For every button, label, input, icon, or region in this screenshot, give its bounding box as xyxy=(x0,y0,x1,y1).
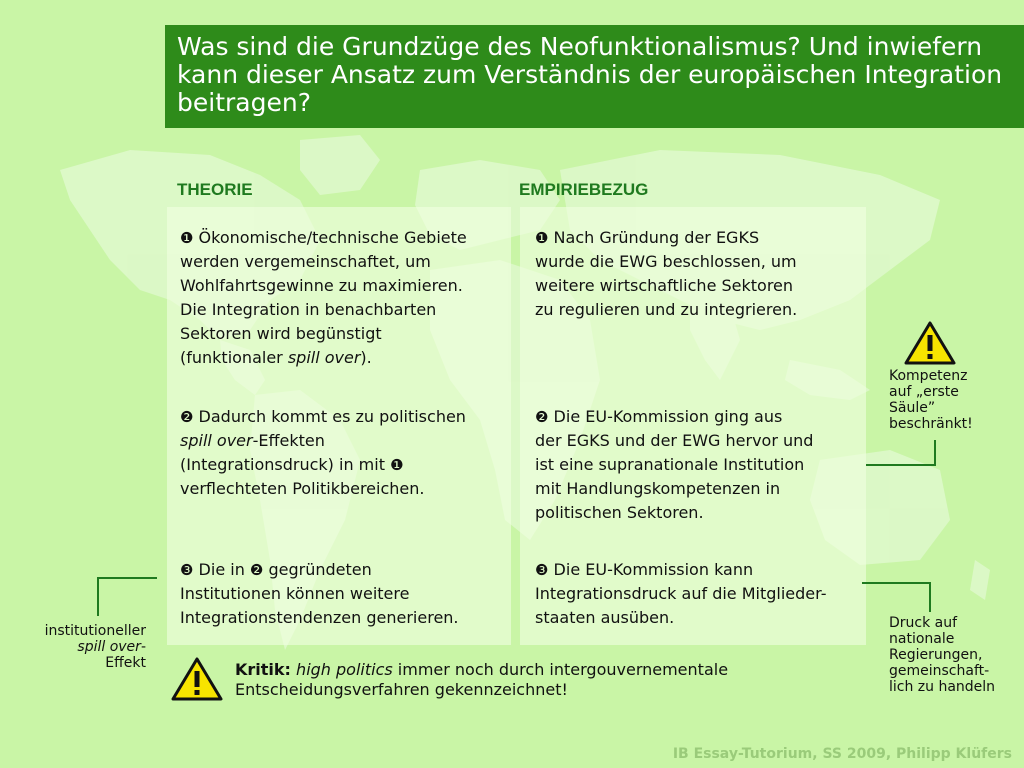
text-line: Dadurch kommt es zu politischen xyxy=(198,407,466,426)
text-line: Kompetenz xyxy=(889,368,968,384)
text-line: Druck auf xyxy=(889,615,958,631)
text-line: Die in xyxy=(198,560,250,579)
text-line: ist eine supranationale Institution xyxy=(535,455,805,474)
text-line: gemeinschaft- xyxy=(889,663,990,679)
number-marker: ❸ xyxy=(180,561,194,579)
text-line: Ökonomische/technische Gebiete xyxy=(198,228,467,247)
emphasis-text: high politics xyxy=(296,660,393,679)
text-line: Säule” xyxy=(889,400,936,416)
text-line: immer noch durch intergouvernementale xyxy=(392,660,729,679)
text-line: lich zu handeln xyxy=(889,679,996,695)
text-line: auf „erste xyxy=(889,384,959,400)
text-line: wurde die EWG beschlossen, um xyxy=(535,252,797,271)
text-line: institutioneller xyxy=(44,623,146,639)
text-line: zu regulieren und zu integrieren. xyxy=(535,300,798,319)
emphasis-text: spill over xyxy=(180,431,253,450)
text-line: nationale xyxy=(889,631,955,647)
text-line: weitere wirtschaftliche Sektoren xyxy=(535,276,794,295)
text-line: Entscheidungsverfahren gekennzeichnet! xyxy=(235,680,568,699)
text-line: (funktionaler xyxy=(180,348,288,367)
number-marker: ❶ xyxy=(535,229,549,247)
text-line: Wohlfahrtsgewinne zu maximieren. xyxy=(180,276,463,295)
warning-triangle-icon xyxy=(903,320,957,366)
number-marker: ❷ xyxy=(249,561,264,579)
warning-triangle-icon xyxy=(170,656,224,702)
number-marker: ❷ xyxy=(535,408,549,426)
text-line: staaten ausüben. xyxy=(535,608,675,627)
emphasis-text: spill over xyxy=(287,348,361,367)
emphasis-text: spill over xyxy=(77,639,141,655)
text-line: beschränkt! xyxy=(889,416,973,432)
theorie-heading: THEORIE xyxy=(177,180,253,199)
side-note-kompetenz xyxy=(889,368,973,432)
text-line: der EGKS und der EWG hervor und xyxy=(535,431,814,450)
text-line: Integrationsdruck auf die Mitglieder- xyxy=(535,584,827,603)
text-line: Die Integration in benachbarten xyxy=(180,300,437,319)
text-line: -Effekten xyxy=(252,431,325,450)
text-line: Die EU-Kommission kann xyxy=(553,560,754,579)
text-line: Die EU-Kommission ging aus xyxy=(553,407,783,426)
text-line: Sektoren wird begünstigt xyxy=(180,324,382,343)
number-marker: ❷ xyxy=(180,408,194,426)
footer-credit: IB Essay-Tutorium, SS 2009, Philipp Klüfers xyxy=(672,746,1012,762)
kritik-note xyxy=(235,660,728,700)
empiriebezug-heading: EMPIRIEBEZUG xyxy=(519,180,649,199)
kritik-label: Kritik: xyxy=(235,660,291,679)
side-note-institutioneller xyxy=(45,623,146,671)
side-note-druck xyxy=(889,615,995,695)
text-line: verflechteten Politikbereichen. xyxy=(180,479,425,498)
number-marker: ❸ xyxy=(535,561,549,579)
number-marker: ❶ xyxy=(390,456,404,474)
text-line: - xyxy=(140,639,146,655)
text-line: politischen Sektoren. xyxy=(535,503,704,522)
text-line: Nach Gründung der EGKS xyxy=(553,228,760,247)
text-line: Effekt xyxy=(105,655,146,671)
text-line: mit Handlungskompetenzen in xyxy=(535,479,781,498)
text-line: gegründeten xyxy=(263,560,372,579)
text-line: Institutionen können weitere xyxy=(180,584,410,603)
text-line: werden vergemeinschaftet, um xyxy=(180,252,431,271)
text-line: ). xyxy=(360,348,372,367)
text-line: Regierungen, xyxy=(889,647,983,663)
number-marker: ❶ xyxy=(180,229,194,247)
text-line: Integrationstendenzen generieren. xyxy=(180,608,459,627)
page-title: Was sind die Grundzüge des Neofunktionalismus? Und inwiefern kann dieser Ansatz zum Verständnis der europäischen Integration beitragen? xyxy=(177,32,1003,117)
text-line: (Integrationsdruck) in mit xyxy=(180,455,391,474)
